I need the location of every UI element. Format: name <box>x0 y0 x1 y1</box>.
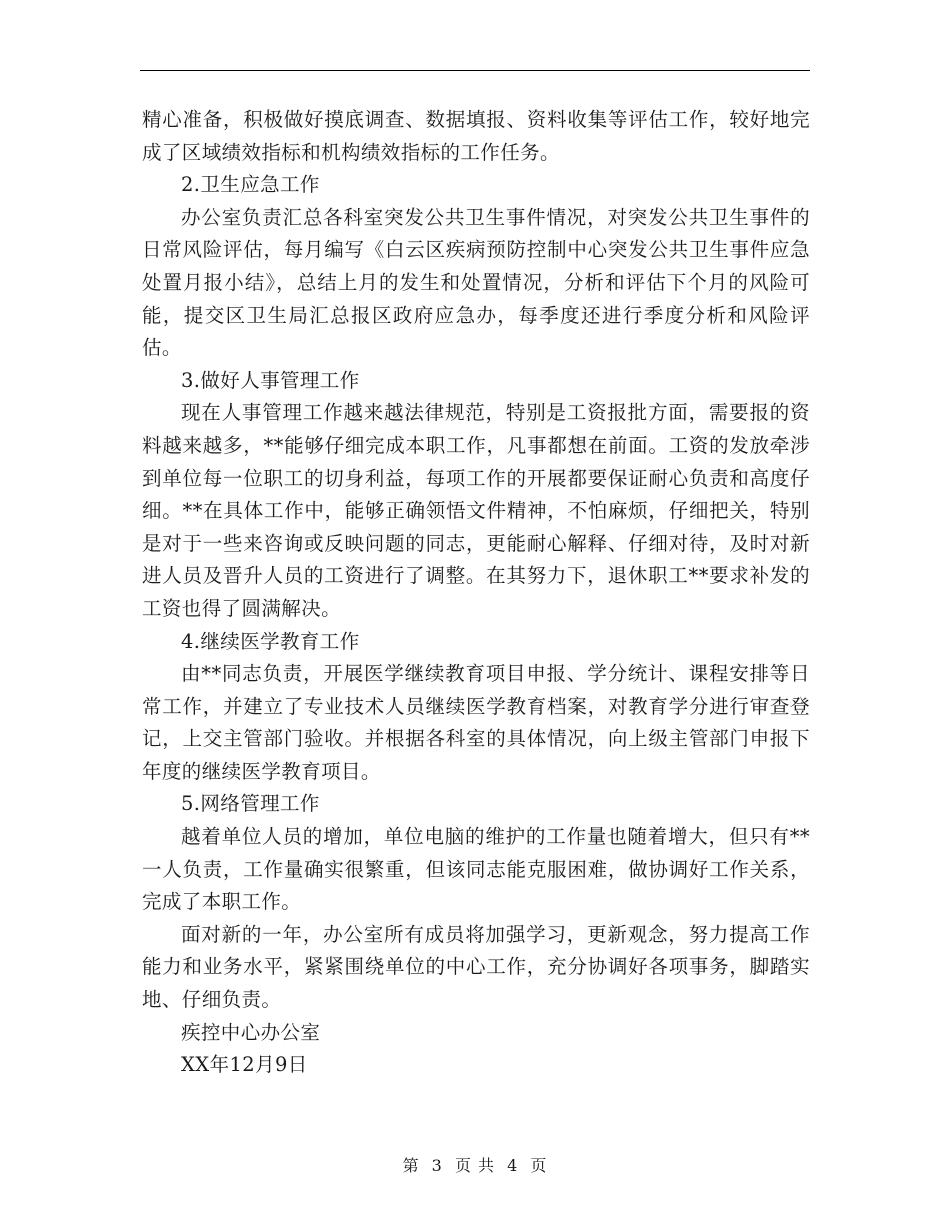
section-heading-emergency: 2.卫生应急工作 <box>181 173 320 197</box>
header-rule <box>140 70 810 71</box>
footer-middle: 页 共 <box>454 1156 496 1175</box>
section-heading-education: 4.继续医学教育工作 <box>181 629 360 653</box>
paragraph-emergency: 办公室负责汇总各科室突发公共卫生事件情况，对突发公共卫生事件的日常风险评估，每月编写《白云区疾病预防控制中心突发公共卫生事件应急处置月报小结》，总结上月的发生和处置情况，分析和评估下个月的风险可能，提交区卫生局汇总报区政府应急办，每季度还进行季度分析和风险评估。 <box>142 205 810 360</box>
signature-office: 疾控中心办公室 <box>181 1020 321 1044</box>
footer-suffix: 页 <box>530 1156 548 1175</box>
section-heading-network: 5.网络管理工作 <box>181 792 320 816</box>
signature-date: XX年12月9日 <box>181 1053 308 1077</box>
document-body <box>142 104 810 1082</box>
footer-total-pages: 4 <box>507 1156 519 1175</box>
page-footer <box>0 1153 950 1176</box>
footer-prefix: 第 <box>402 1156 420 1175</box>
paragraph-conclusion: 面对新的一年，办公室所有成员将加强学习，更新观念，努力提高工作能力和业务水平，紧紧围绕单位的中心工作，充分协调好各项事务，脚踏实地、仔细负责。 <box>142 922 810 1012</box>
section-heading-personnel: 3.做好人事管理工作 <box>181 368 360 392</box>
paragraph-continuation: 精心准备，积极做好摸底调查、数据填报、资料收集等评估工作，较好地完成了区域绩效指标和机构绩效指标的工作任务。 <box>142 108 810 164</box>
footer-page-number: 3 <box>431 1156 443 1175</box>
paragraph-personnel: 现在人事管理工作越来越法律规范，特别是工资报批方面，需要报的资料越来越多，**能够仔细完成本职工作，凡事都想在前面。工资的发放牵涉到单位每一位职工的切身利益，每项工作的开展都要保证耐心负责和高度仔细。**在具体工作中，能够正确领悟文件精神，不怕麻烦，仔细把关，特别是对于一些来咨询或反映问题的同志，更能耐心解释、仔细对待，及时对新进人员及晋升人员的工资进行了调整。在其努力下，退休职工**要求补发的工资也得了圆满解决。 <box>142 401 810 620</box>
paragraph-network: 越着单位人员的增加，单位电脑的维护的工作量也随着增大，但只有**一人负责，工作量确实很繁重，但该同志能克服困难，做协调好工作关系，完成了本职工作。 <box>142 825 810 914</box>
paragraph-education: 由**同志负责，开展医学继续教育项目申报、学分统计、课程安排等日常工作，并建立了专业技术人员继续医学教育档案，对教育学分进行审查登记，上交主管部门验收。并根据各科室的具体情况，向上级主管部门申报下年度的继续医学教育项目。 <box>142 662 810 783</box>
